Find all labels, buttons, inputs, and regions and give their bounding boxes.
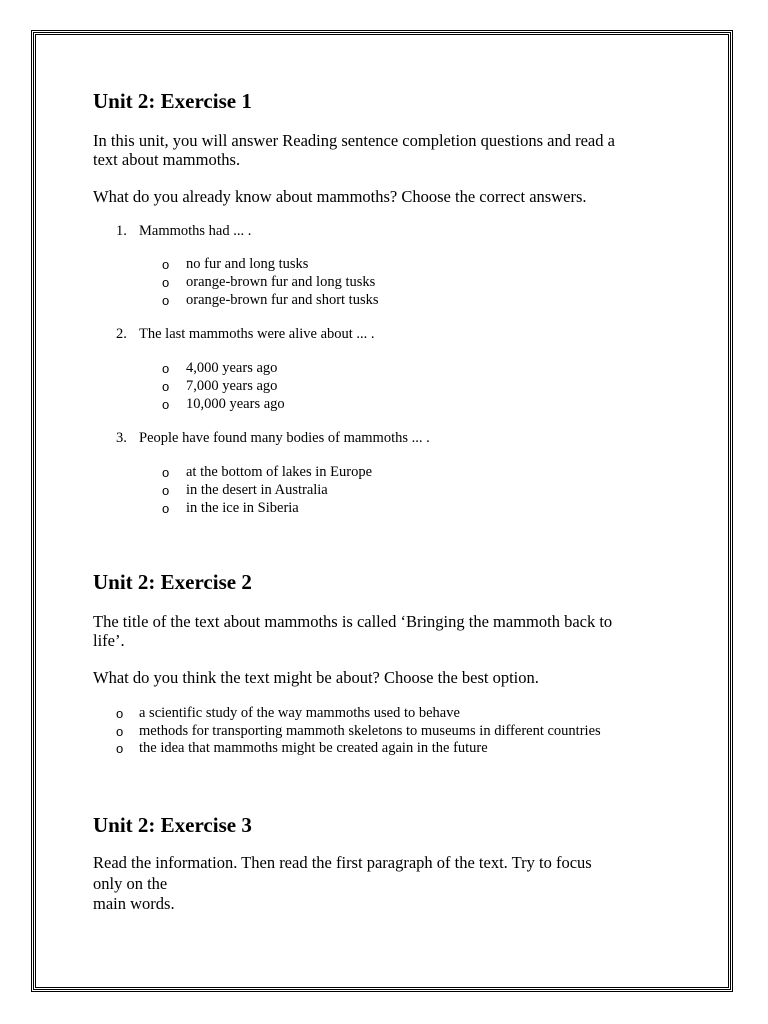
bullet-icon: o [162,397,170,412]
question-number: 3. [116,430,127,446]
option-text: at the bottom of lakes in Europe [186,464,373,480]
question-3 [116,430,430,447]
option-text: 10,000 years ago [186,396,285,412]
page-border [31,30,733,992]
question-text: The last mammoths were alive about ... . [139,326,375,342]
exercise-1-instruction: What do you already know about mammoths? Choose the correct answers. [93,187,587,206]
option-text: orange-brown fur and short tusks [186,292,379,308]
bullet-icon: o [116,741,124,756]
option-text: no fur and long tusks [186,256,309,272]
exercise-3-line-2: only on the [93,874,168,893]
option-text: methods for transporting mammoth skeletons to museums in different countries [139,723,601,739]
bullet-icon: o [116,706,124,721]
question-number: 2. [116,326,127,342]
question-2 [116,326,375,343]
exercise-1-intro-line-2: text about mammoths. [93,150,241,169]
bullet-icon: o [162,361,170,376]
option-text: a scientific study of the way mammoths used to behave [139,705,460,721]
option-text: in the ice in Siberia [186,500,299,516]
bullet-icon: o [162,483,170,498]
bullet-icon: o [162,257,170,272]
bullet-icon: o [116,724,124,739]
exercise-3-line-1: Read the information. Then read the first paragraph of the text. Try to focus [93,853,592,872]
exercise-2-heading: Unit 2: Exercise 2 [93,570,252,594]
exercise-3-heading: Unit 2: Exercise 3 [93,813,252,837]
bullet-icon: o [162,465,170,480]
question-text: People have found many bodies of mammoths ... . [139,430,430,446]
question-text: Mammoths had ... . [139,223,252,239]
option-text: 7,000 years ago [186,378,278,394]
option-text: in the desert in Australia [186,482,328,498]
option-text: 4,000 years ago [186,360,278,376]
bullet-icon: o [162,379,170,394]
exercise-1-intro-line-1: In this unit, you will answer Reading sentence completion questions and read a [93,131,615,150]
exercise-2-intro-line-2: life’. [93,631,125,650]
question-1 [116,223,252,240]
exercise-2-intro-line-1: The title of the text about mammoths is called ‘Bringing the mammoth back to [93,612,613,631]
question-number: 1. [116,223,127,239]
bullet-icon: o [162,501,170,516]
option-text: orange-brown fur and long tusks [186,274,376,290]
bullet-icon: o [162,293,170,308]
exercise-3-line-3: main words. [93,894,175,913]
exercise-1-heading: Unit 2: Exercise 1 [93,89,252,113]
option-text: the idea that mammoths might be created again in the future [139,740,488,756]
bullet-icon: o [162,275,170,290]
exercise-2-instruction: What do you think the text might be about? Choose the best option. [93,668,539,687]
